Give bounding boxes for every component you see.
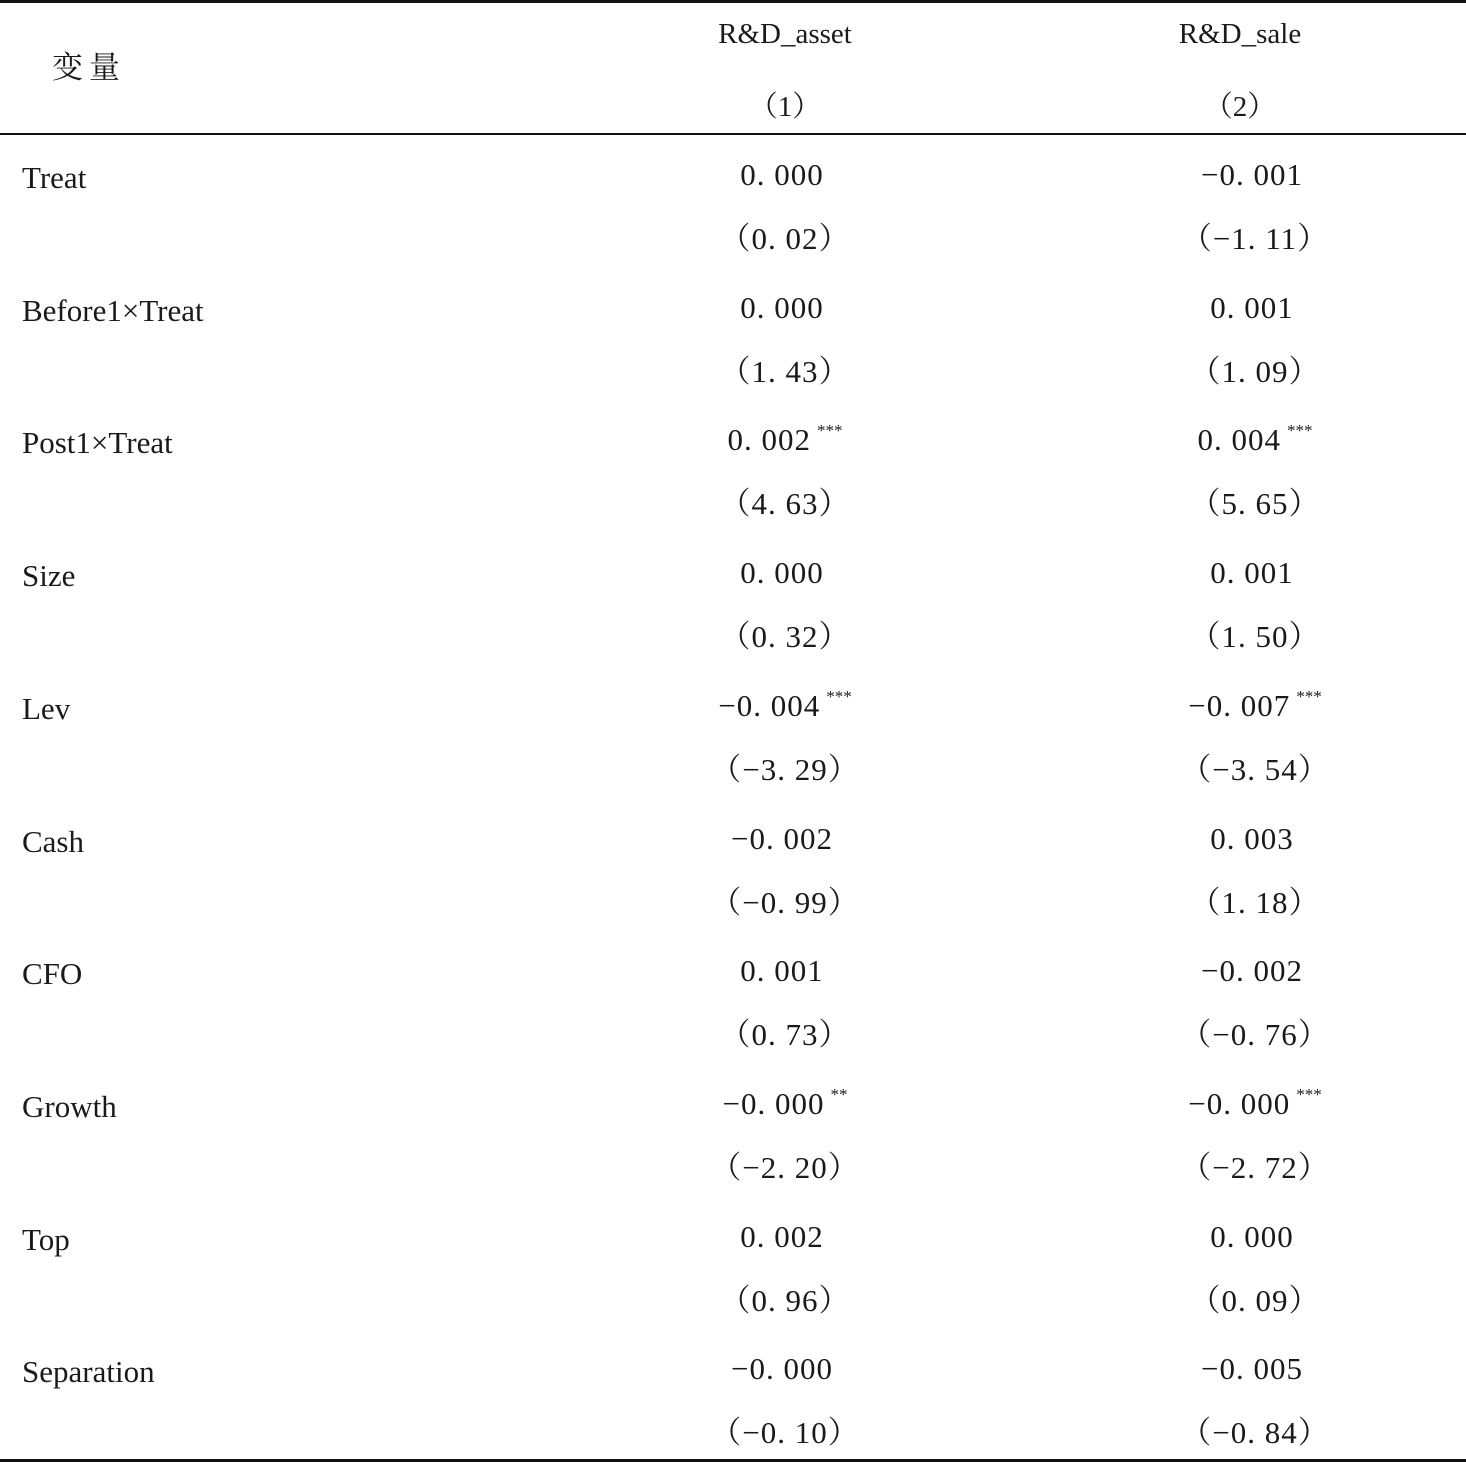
t-statistic-cell: （−0. 99）	[710, 884, 860, 920]
coefficient-value: −0. 002	[731, 820, 833, 856]
coefficient-cell	[575, 157, 995, 190]
coefficient-value: −0. 005	[1201, 1351, 1303, 1387]
table-header-rule	[0, 133, 1466, 135]
t-statistic-cell: （−3. 54）	[1180, 751, 1330, 787]
column-1-name: R&D_asset	[718, 18, 852, 50]
coefficient-cell	[1045, 555, 1465, 591]
t-statistic-cell: （−0. 10）	[710, 1415, 860, 1451]
t-statistic-cell: （4. 63）	[719, 486, 851, 522]
t-statistic-cell: （−3. 29）	[710, 751, 860, 787]
row-label: CFO	[22, 956, 83, 992]
significance-stars: ***	[817, 421, 843, 441]
row-label: Cash	[22, 823, 84, 859]
t-statistic-cell: （1. 43）	[719, 353, 851, 389]
table-top-rule	[0, 0, 1466, 3]
significance-stars: ***	[826, 686, 852, 706]
coefficient-cell	[1045, 821, 1465, 854]
coefficient-cell	[575, 421, 995, 458]
coefficient-cell	[575, 1086, 995, 1119]
t-statistic-cell: （0. 09）	[1189, 1282, 1321, 1318]
row-label: Lev	[22, 690, 71, 726]
coefficient-cell	[575, 1219, 995, 1252]
column-2-name: R&D_sale	[1178, 18, 1302, 50]
coefficient-value: −0. 000	[1188, 1085, 1291, 1121]
coefficient-value: 0. 001	[1210, 289, 1294, 325]
t-statistic-cell: （0. 73）	[719, 1017, 851, 1053]
coefficient-cell	[575, 821, 995, 854]
coefficient-cell	[1045, 953, 1465, 989]
row-label: Top	[22, 1221, 70, 1257]
t-statistic-cell: （0. 02）	[719, 221, 851, 256]
coefficient-value: 0. 000	[1210, 1218, 1294, 1254]
column-1-number: （1）	[748, 91, 822, 123]
row-label: Size	[22, 558, 76, 594]
coefficient-value: 0. 000	[740, 289, 824, 325]
t-statistic-cell: （−2. 20）	[710, 1149, 860, 1185]
column-2-number: （2）	[1203, 91, 1277, 123]
significance-stars: **	[830, 1084, 848, 1104]
coefficient-cell	[1045, 157, 1465, 190]
row-label: Treat	[22, 160, 87, 195]
t-statistic-cell: （−0. 76）	[1180, 1017, 1330, 1053]
t-statistic-cell: （1. 09）	[1189, 353, 1321, 389]
t-statistic-cell: （−1. 11）	[1180, 221, 1330, 256]
coefficient-value: 0. 002	[727, 422, 811, 458]
coefficient-value: 0. 003	[1210, 820, 1294, 856]
coefficient-value: −0. 002	[1201, 953, 1303, 989]
coefficient-value: 0. 002	[740, 1218, 824, 1254]
row-label: Before1×Treat	[22, 292, 204, 328]
coefficient-value: 0. 000	[740, 555, 824, 591]
coefficient-cell	[1045, 421, 1465, 458]
significance-stars: ***	[1287, 421, 1313, 441]
coefficient-cell	[1045, 1086, 1465, 1119]
significance-stars: ***	[1296, 686, 1322, 706]
coefficient-value: −0. 004	[718, 687, 821, 723]
t-statistic-cell: （−2. 72）	[1180, 1149, 1330, 1185]
coefficient-cell	[575, 953, 995, 989]
coefficient-cell	[575, 555, 995, 591]
t-statistic-cell: （−0. 84）	[1180, 1415, 1330, 1451]
coefficient-cell	[575, 1351, 995, 1387]
coefficient-value: −0. 007	[1188, 687, 1291, 723]
coefficient-value: −0. 000	[731, 1351, 833, 1387]
coefficient-cell	[1045, 290, 1465, 323]
t-statistic-cell: （5. 65）	[1189, 486, 1321, 522]
coefficient-cell	[1045, 688, 1465, 721]
significance-stars: ***	[1296, 1084, 1322, 1104]
coefficient-value: 0. 001	[1210, 555, 1294, 591]
t-statistic-cell: （0. 32）	[719, 619, 851, 655]
row-label: Growth	[22, 1088, 117, 1124]
row-label: Post1×Treat	[22, 425, 173, 461]
coefficient-value: 0. 000	[740, 157, 824, 192]
table-bottom-rule	[0, 1459, 1466, 1462]
coefficient-value: 0. 001	[740, 953, 824, 989]
row-label: Separation	[22, 1354, 155, 1390]
variable-column-header: 变量	[52, 50, 126, 86]
coefficient-cell	[575, 290, 995, 323]
coefficient-value: −0. 000	[722, 1085, 825, 1121]
t-statistic-cell: （1. 50）	[1189, 619, 1321, 655]
t-statistic-cell: （0. 96）	[719, 1282, 851, 1318]
coefficient-cell	[1045, 1351, 1465, 1387]
t-statistic-cell: （1. 18）	[1189, 884, 1321, 920]
coefficient-cell	[1045, 1219, 1465, 1252]
coefficient-value: 0. 004	[1197, 422, 1281, 458]
coefficient-value: −0. 001	[1201, 157, 1303, 192]
coefficient-cell	[575, 688, 995, 721]
